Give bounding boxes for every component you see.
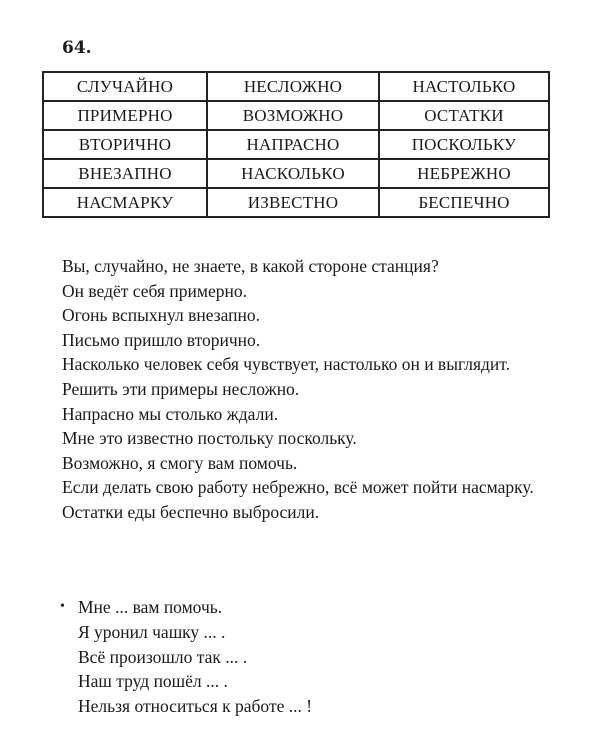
task-item bbox=[60, 669, 540, 694]
table-cell: НАСМАРКУ bbox=[43, 188, 207, 217]
task-text: Я уронил чашку ... . bbox=[78, 621, 226, 642]
sentence: Огонь вспыхнул внезапно. bbox=[62, 305, 261, 326]
sentence: Напрасно мы столько ждали. bbox=[62, 403, 279, 424]
table-cell: ВОЗМОЖНО bbox=[207, 101, 379, 130]
table-cell: НЕСЛОЖНО bbox=[207, 72, 379, 101]
table-cell: ПОСКОЛЬКУ bbox=[379, 130, 549, 159]
table-cell: БЕСПЕЧНО bbox=[379, 188, 549, 217]
table-cell: ПРИМЕРНО bbox=[43, 101, 207, 130]
table-row bbox=[43, 101, 549, 130]
table-cell: НАСТОЛЬКО bbox=[379, 72, 549, 101]
task-item bbox=[60, 620, 540, 645]
bullet-icon: • bbox=[60, 599, 65, 614]
table-row bbox=[43, 130, 549, 159]
fill-in-task-list bbox=[60, 595, 540, 719]
example-sentences bbox=[41, 254, 551, 525]
task-text: Наш труд пошёл ... . bbox=[78, 671, 228, 692]
table-cell: ИЗВЕСТНО bbox=[207, 188, 379, 217]
table-row bbox=[43, 72, 549, 101]
sentence: Возможно, я смогу вам помочь. bbox=[62, 452, 298, 473]
table-cell: НАПРАСНО bbox=[207, 130, 379, 159]
sentence: Решить эти примеры несложно. bbox=[62, 378, 300, 399]
task-text: Мне ... вам помочь. bbox=[78, 597, 223, 617]
task-item bbox=[60, 595, 540, 620]
task-item bbox=[60, 694, 540, 719]
sentence: Он ведёт себя примерно. bbox=[62, 280, 247, 301]
task-text: Всё произошло так ... . bbox=[78, 646, 248, 667]
table-cell: СЛУЧАЙНО bbox=[43, 72, 207, 101]
sentence: Мне это известно постольку поскольку. bbox=[62, 428, 357, 449]
table-cell: НЕБРЕЖНО bbox=[379, 159, 549, 188]
table-cell: ОСТАТКИ bbox=[379, 101, 549, 130]
table-row bbox=[43, 188, 549, 217]
sentence: Если делать свою работу небрежно, всё может пойти насмарку. bbox=[62, 477, 534, 498]
sentence: Насколько человек себя чувствует, настолько он и выглядит. bbox=[62, 354, 511, 375]
task-text: Нельзя относиться к работе ... ! bbox=[78, 696, 313, 717]
sentence: Письмо пришло вторично. bbox=[62, 329, 261, 350]
sentence: Вы, случайно, не знаете, в какой стороне станция? bbox=[62, 256, 439, 276]
table-cell: НАСКОЛЬКО bbox=[207, 159, 379, 188]
table-cell: ВТОРИЧНО bbox=[43, 130, 207, 159]
task-item bbox=[60, 645, 540, 670]
table-cell: ВНЕЗАПНО bbox=[43, 159, 207, 188]
exercise-number: 64. bbox=[62, 38, 92, 58]
sentence: Остатки еды беспечно выбросили. bbox=[62, 501, 320, 522]
word-table bbox=[42, 71, 550, 218]
table-row bbox=[43, 159, 549, 188]
